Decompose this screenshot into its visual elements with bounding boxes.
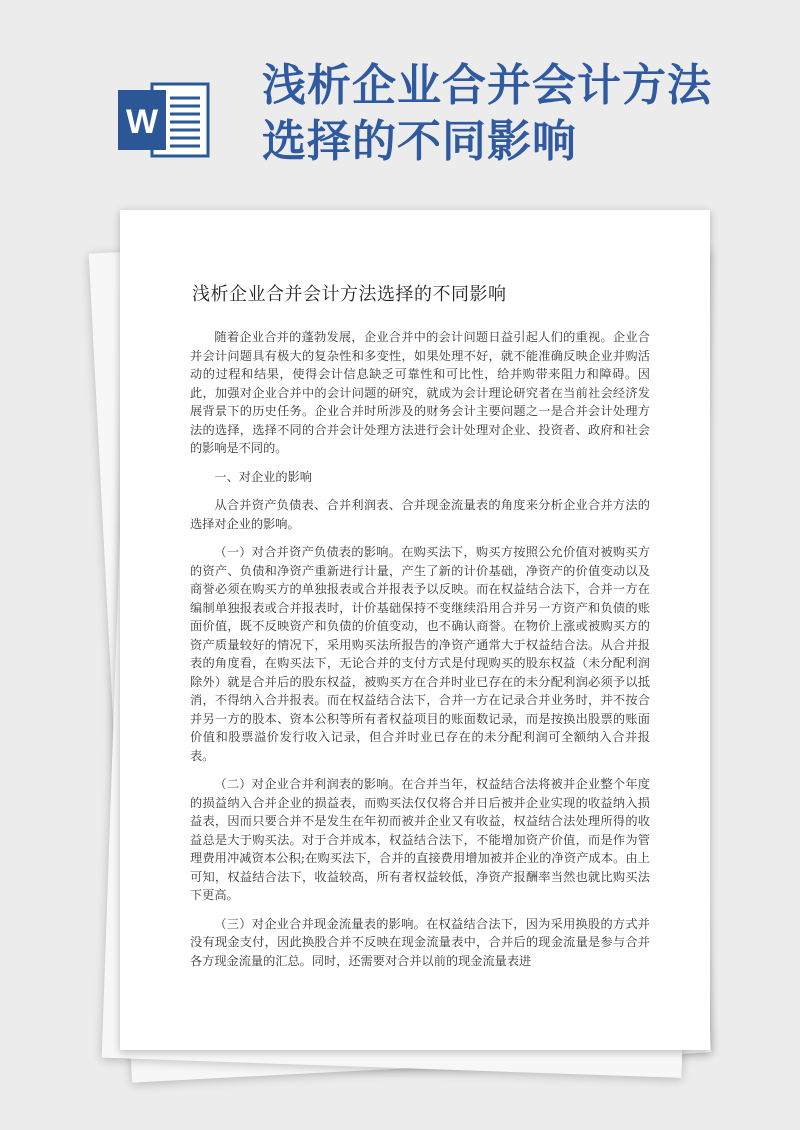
section-heading: 一、对企业的影响 [214,469,312,484]
document-title: 浅析企业合并会计方法选择的不同影响 [192,284,507,305]
title-line-2: 选择的不同影响 [262,116,577,167]
document-body [190,328,650,980]
page-title [262,58,782,170]
paragraph: （一）对合并资产负债表的影响。在购买法下，购买方按照公允价值对被购买方的资产、负债和净资产重新进行计量，产生了新的计价基础，净资产的价值变动以及商誉必须在购买方的单独报表或合并报表予以反映。而在权益结合法下，合并一方在编制单独报表或合并报表时，计价基础保持不变继续沿用合并另一方资产和负债的账面价值，既不反映资产和负债的价值变动，也不确认商誉。在物价上涨或被购买方的资产质量较好的情况下，采用购买法所报告的净资产通常大于权益结合法。从合并报表的角度看，在购买法下，无论合并的支付方式是付现购买的股东权益（未分配利润除外）就是合并后的股东权益，被购买方在合并时业已存在的未分配利润必须予以抵消，不得纳入合并报表。而在权益结合法下，合并一方在记录合并业务时，并不按合并另一方的股本、资本公积等所有者权益项目的账面数记录，而是按换出股票的账面价值和股票溢价发行收入记录，但合并时业已存在的未分配利润可全额纳入合并报表。 [190,545,650,763]
paragraph: 从合并资产负债表、合并利润表、合并现金流量表的角度来分析企业合并方法的选择对企业的影响。 [190,498,650,531]
document-page [120,210,710,1050]
paragraph: （二）对企业合并利润表的影响。在合并当年，权益结合法将被并企业整个年度的损益纳入合并企业的损益表，而购买法仅仅将合并日后被并企业实现的收益纳入损益表，因而只要合并不是发生在年初而被并企业又有收益，权益结合法处理所得的收益总是大于购买法。对于合并成本，权益结合法下，不能增加资产价值，而是作为管理费用冲减资本公积;在购买法下，合并的直接费用增加被并企业的净资产成本。由上可知，权益结合法下，收益较高，所有者权益较低，净资产报酬率当然也就比购买法下更高。 [190,777,650,902]
word-document-icon [118,80,210,160]
paragraph: （三）对企业合并现金流量表的影响。在权益结合法下，因为采用换股的方式并没有现金支付，因此换股合并不反映在现金流量表中，合并后的现金流量是参与合并各方现金流量的汇总。同时，还需要对合并以前的现金流量表进 [190,916,650,968]
paragraph-intro: 随着企业合并的蓬勃发展，企业合并中的会计问题日益引起人们的重视。企业合并会计问题具有极大的复杂性和多变性，如果处理不好，就不能准确反映企业并购活动的过程和结果，使得会计信息缺乏可靠性和可比性，给并购带来阻力和障碍。因此，加强对企业合并中的会计问题的研究，就成为会计理论研究者在当前社会经济发展背景下的历史任务。企业合并时所涉及的财务会计主要问题之一是合并会计处理方法的选择，选择不同的合并会计处理方法进行会计处理对企业、投资者、政府和社会的影响是不同的。 [190,330,650,455]
svg-text:W: W [125,103,159,141]
title-line-1: 浅析企业合并会计方法 [262,60,712,111]
